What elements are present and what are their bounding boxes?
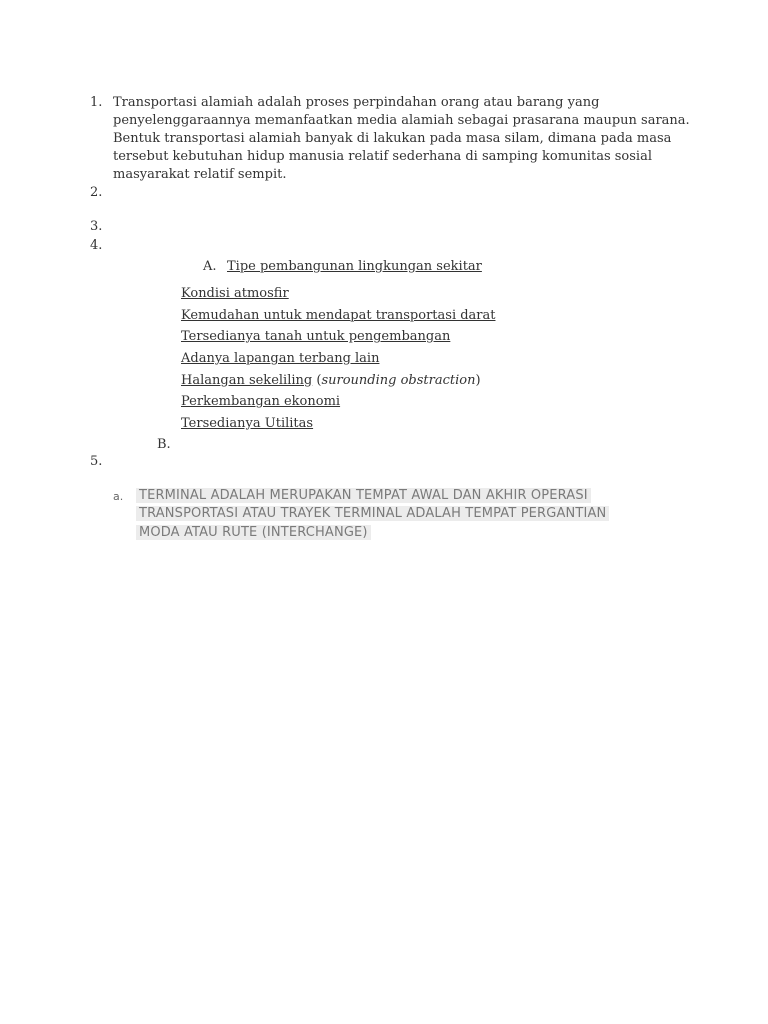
list-marker-1: 1. — [90, 95, 103, 110]
section-a-letter: A. — [203, 259, 217, 274]
list-marker-3: 3. — [90, 219, 103, 234]
list-item: Tersedianya Utilitas — [181, 416, 314, 432]
section-a-heading-text: Tipe pembangunan lingkungan sekitar — [227, 259, 482, 274]
section-b-letter: B. — [157, 437, 171, 452]
list-marker-2: 2. — [90, 185, 103, 200]
item1-paragraph: Transportasi alamiah adalah proses perpindahan orang atau barang yang penyelenggaraannya memanfaatkan media alamiah sebagai prasarana maupun sarana. Bentuk transportasi alamiah banyak di lakukan pada masa silam, dimana pada masa tersebut kebutuhan hidup manusia relatif sederhana di samping komunitas sosial masyarakat relatif sempit. — [113, 95, 690, 182]
item-note-close: ) — [475, 372, 481, 388]
terminal-line-2: TRANSPORTASI ATAU TRAYEK TERMINAL ADALAH TEMPAT PERGANTIAN — [136, 506, 609, 521]
list-item: Perkembangan ekonomi — [181, 394, 341, 410]
terminal-line-1: TERMINAL ADALAH MERUPAKAN TEMPAT AWAL DAN AKHIR OPERASI — [136, 488, 591, 503]
terminal-marker: a. — [113, 490, 124, 503]
section-a-list — [181, 283, 496, 435]
terminal-definition — [136, 487, 666, 542]
list-item: Tersedianya tanah untuk pengembangan — [181, 329, 451, 345]
item-note-open: ( — [312, 372, 322, 388]
list-item: Kondisi atmosfir — [181, 286, 289, 301]
list-marker-5: 5. — [90, 454, 103, 469]
list-item: Halangan sekeliling (surounding obstraction) — [181, 372, 481, 388]
item-note-italic: surounding obstraction — [321, 372, 476, 388]
section-a-heading — [203, 258, 482, 276]
list-marker-4: 4. — [90, 238, 103, 253]
list-item: Kemudahan untuk mendapat transportasi darat — [181, 307, 496, 323]
terminal-line-3: MODA ATAU RUTE (INTERCHANGE) — [136, 525, 371, 540]
list-item: Adanya lapangan terbang lain — [181, 351, 380, 367]
